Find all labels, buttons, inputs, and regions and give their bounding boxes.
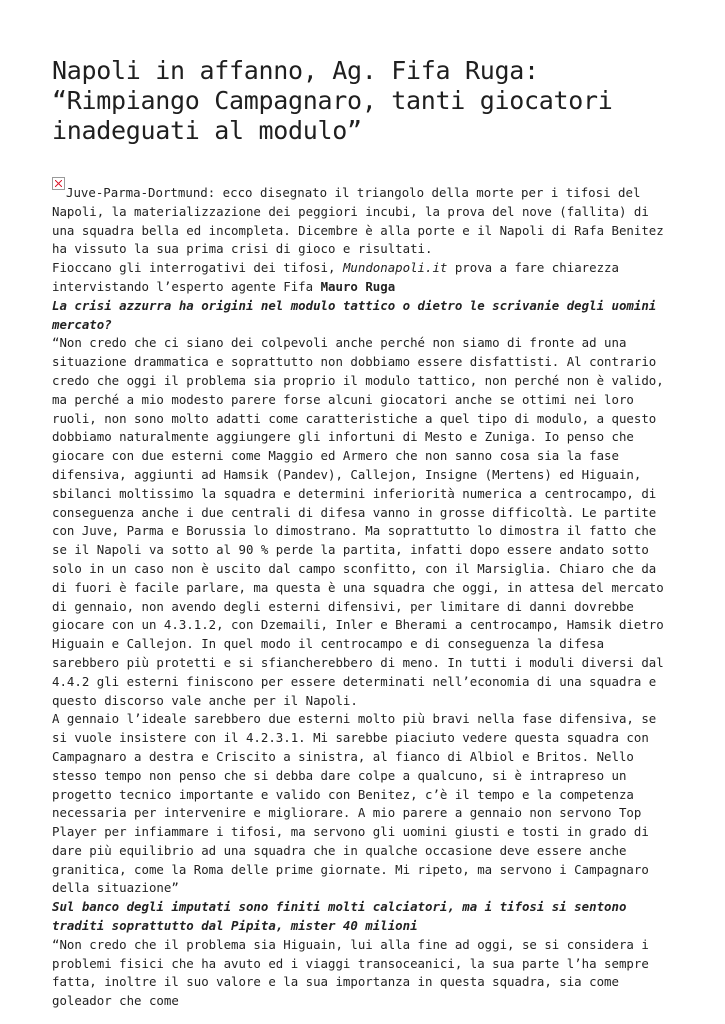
source-paragraph [52,259,674,297]
source-text-start: Fioccano gli interrogativi dei tifosi, [52,260,343,276]
source-text-middle: prova a fare chiarezza intervistando l’esperto agente Fifa [52,260,619,294]
source-name: Mundonapoli.it [342,260,448,276]
question-2: Sul banco degli imputati sono finiti molti calciatori, ma i tifosi si sentono traditi soprattutto dal Pipita, mister 40 milioni [52,899,627,934]
article [52,56,674,1011]
question-1: La crisi azzurra ha origini nel modulo tattico o dietro le scrivanie degli uomini mercato? [52,297,657,332]
intro-paragraph [52,184,674,259]
broken-image-icon [52,177,65,190]
answer-1-part-1: “Non credo che ci siano dei colpevoli anche perché non siamo di fronte ad una situazione drammatica e soprattutto non dobbiamo essere disfattisti. Al contrario credo che oggi il problema sia proprio il modulo tattico, non perché non è valido, ma perché a mio modesto parere forse alcuni giocatori anche se ottimi nei loro ruoli, non sono molto adatti come caratteristiche a quel tipo di modulo, a questo dobbiamo naturalmente aggiungere gli infortuni di Mesto e Zuniga. Io penso che giocare con due esterni come Maggio ed Armero che non sanno cosa sia la fase difensiva, aggiunti ad Hamsik (Pandev), Callejon, Insigne (Mertens) ed Higuain, sbilanci moltissimo la squadra e determini inferiorità numerica a centrocampo, di conseguenza anche i due centrali di difesa vanno in grosse difficoltà. Le partite con Juve, Parma e Borussia lo dimostrano. Ma soprattutto lo dimostra il fatto che se il Napoli va sotto al 90 % perde la partita, infatti dopo essere andato sotto solo in un caso non è uscito dal campo sconfitto, con il Marsiglia. Chiaro che da di fuori è facile parlare, ma questa è una squadra che oggi, in attesa del mercato di gennaio, non avendo degli esterni difensivi, per limitare di danni dovrebbe giocare con un 4.3.1.2, con Dzemaili, Inler e Bherami a centrocampo, Hamsik dietro Higuain e Callejon. In quel modo il centrocampo e di conseguenza la difesa sarebbero più protetti e si sfiancherebbero di meno. In tutti i moduli diversi dal 4.4.2 gli esterni finiscono per essere determinati nell’economia di una squadra e questo discorso vale anche per il Napoli. [52,335,664,708]
answer-2: “Non credo che il problema sia Higuain, lui alla fine ad oggi, se si considera i problemi fisici che ha avuto ed i viaggi transoceanici, la sua parte l’ha sempre fatta, inoltre il suo valore e la sua importanza in questa squadra, sia come goleador che come [52,936,649,1009]
article-body [52,184,674,1011]
intro-text: Juve-Parma-Dortmund: ecco disegnato il triangolo della morte per i tifosi del Napoli, la materializzazione dei peggiori incubi, la prova del nove (fallita) di una squadra bella ed incompleta. Dicembre è alla porte e il Napoli di Rafa Benitez ha vissuto la sua prima crisi di gioco e risultati. [52,185,664,257]
answer-1-part-2: A gennaio l’ideale sarebbero due esterni molto più bravi nella fase difensiva, se si vuole insistere con il 4.2.3.1. Mi sarebbe piaciuto vedere questa squadra con Campagnaro a destra e Criscito a sinistra, al fianco di Albiol e Britos. Nello stesso tempo non penso che si debba dare colpe a qualcuno, si è intrapreso un progetto tecnico importante e valido con Benitez, c’è il tempo e la competenza necessaria per intervenire e migliorare. A mio parere a gennaio non servono Top Player per infiammare i tifosi, ma servono gli uomini giusti e tosti in grado di dare più equilibrio ad una squadra che in qualche occasione deve essere anche granitica, come la Roma delle prime giornate. Mi ripeto, ma servono i Campagnaro della situazione” [52,711,657,896]
agent-name: Mauro Ruga [320,278,396,294]
article-title: Napoli in affanno, Ag. Fifa Ruga: “Rimpiango Campagnaro, tanti giocatori inadeguati al modulo” [52,56,613,145]
